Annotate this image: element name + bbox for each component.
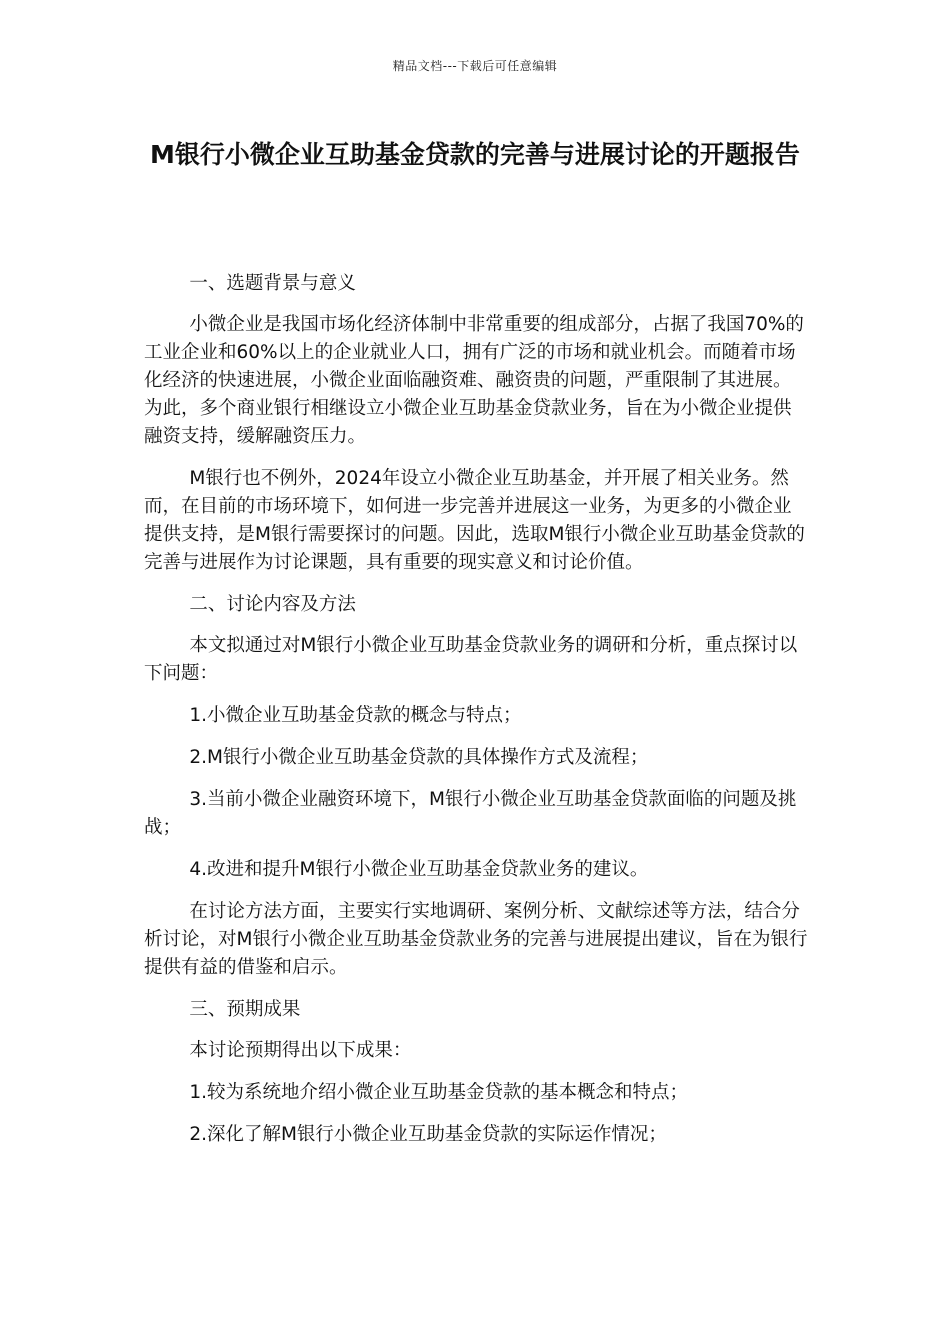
header-note: 精品文档---下载后可任意编辑 [392, 59, 558, 73]
paragraph-background-1: 小微企业是我国市场化经济体制中非常重要的组成部分，占据了我国70%的工业企业和60%以上的企业就业人口，拥有广泛的市场和就业机会。而随着市场化经济的快速进展，小微企业面临融资难、融资贵的问题，严重限制了其进展。为此，多个商业银行相继设立小微企业互助基金贷款业务，旨在为小微企业提供融资支持，缓解融资压力。 [144, 314, 804, 447]
list-item-content-2: 2.M银行小微企业互助基金贷款的具体操作方式及流程； [189, 747, 649, 768]
paragraph-background-2: M银行也不例外，2024年设立小微企业互助基金，并开展了相关业务。然而，在目前的市场环境下，如何进一步完善并进展这一业务，为更多的小微企业提供支持，是M银行需要探讨的问题。因此，选取M银行小微企业互助基金贷款的完善与进展作为讨论课题，具有重要的现实意义和讨论价值。 [144, 468, 805, 573]
section-heading-content-methods: 二、讨论内容及方法 [189, 594, 356, 615]
list-item-result-2: 2.深化了解M银行小微企业互助基金贷款的实际运作情况； [189, 1124, 667, 1145]
document-body [144, 270, 808, 1163]
paragraph-content-intro: 本文拟通过对M银行小微企业互助基金贷款业务的调研和分析，重点探讨以下问题： [144, 635, 798, 684]
document-title: M银行小微企业互助基金贷款的完善与进展讨论的开题报告 [150, 140, 800, 169]
list-item-content-3: 3.当前小微企业融资环境下，M银行小微企业互助基金贷款面临的问题及挑战； [144, 789, 797, 838]
paragraph-methods: 在讨论方法方面，主要实行实地调研、案例分析、文献综述等方法，结合分析讨论，对M银行小微企业互助基金贷款业务的完善与进展提出建议，旨在为银行提供有益的借鉴和启示。 [144, 901, 808, 978]
section-heading-expected-results: 三、预期成果 [189, 999, 301, 1020]
paragraph-results-intro: 本讨论预期得出以下成果： [189, 1040, 412, 1061]
list-item-result-1: 1.较为系统地介绍小微企业互助基金贷款的基本概念和特点； [189, 1082, 688, 1103]
list-item-content-1: 1.小微企业互助基金贷款的概念与特点； [189, 705, 522, 726]
list-item-content-4: 4.改进和提升M银行小微企业互助基金贷款业务的建议。 [189, 859, 649, 880]
section-heading-background: 一、选题背景与意义 [189, 273, 356, 294]
